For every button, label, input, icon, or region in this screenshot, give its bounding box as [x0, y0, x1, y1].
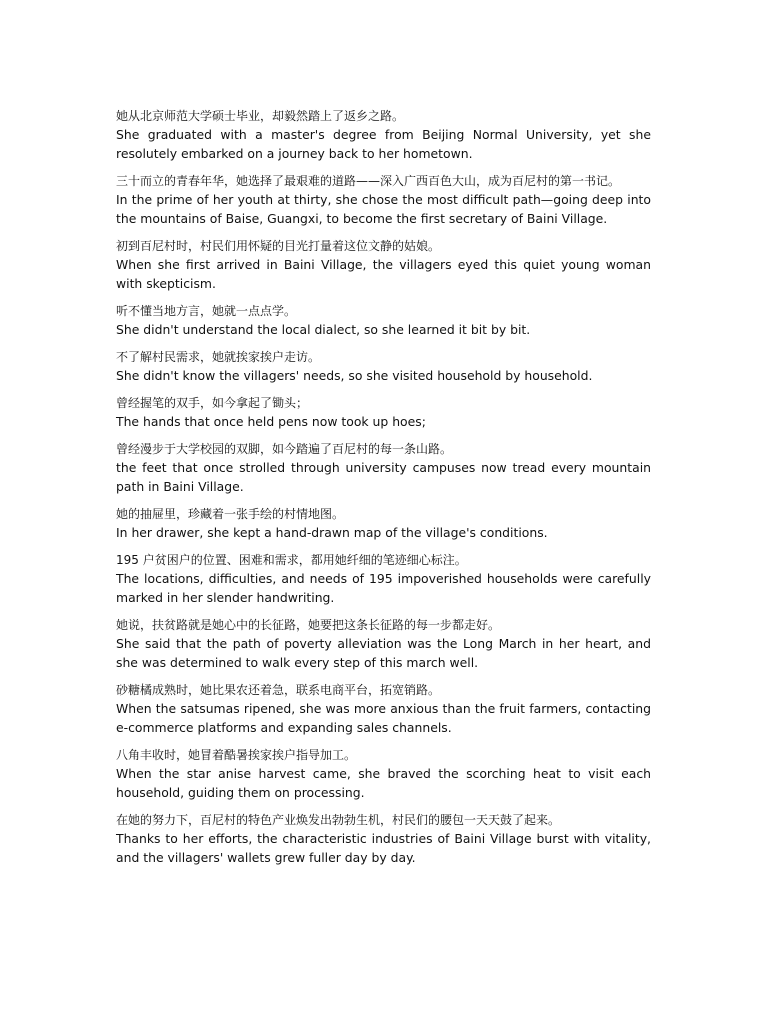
document-body: [116, 108, 651, 877]
paragraph-1: [116, 108, 651, 163]
chinese-line: 她从北京师范大学硕士毕业，却毅然踏上了返乡之路。: [116, 109, 405, 123]
english-translation: She didn't know the villagers' needs, so she visited household by household.: [116, 368, 593, 383]
chinese-line: 不了解村民需求，她就挨家挨户走访。: [116, 350, 321, 364]
paragraph-8: [116, 506, 651, 542]
english-translation: She graduated with a master's degree from Beijing Normal University, yet she resolutely embarked on a journey back to her hometown.: [116, 127, 651, 161]
paragraph-5: [116, 349, 651, 385]
chinese-line: 听不懂当地方言，她就一点点学。: [116, 304, 297, 318]
chinese-line: 她说，扶贫路就是她心中的长征路，她要把这条长征路的每一步都走好。: [116, 618, 501, 632]
english-translation: the feet that once strolled through university campuses now tread every mountain path in Baini Village.: [116, 460, 651, 494]
paragraph-13: [116, 812, 651, 867]
english-translation: When the star anise harvest came, she braved the scorching heat to visit each household, guiding them on processing.: [116, 766, 651, 800]
paragraph-12: [116, 747, 651, 802]
chinese-line: 曾经漫步于大学校园的双脚，如今踏遍了百尼村的每一条山路。: [116, 442, 453, 456]
paragraph-11: [116, 682, 651, 737]
english-translation: In her drawer, she kept a hand-drawn map of the village's conditions.: [116, 525, 548, 540]
english-translation: When the satsumas ripened, she was more anxious than the fruit farmers, contacting e-commerce platforms and expanding sales channels.: [116, 701, 651, 735]
english-translation: She didn't understand the local dialect, so she learned it bit by bit.: [116, 322, 531, 337]
english-translation: When she first arrived in Baini Village, the villagers eyed this quiet young woman with skepticism.: [116, 257, 651, 291]
paragraph-10: [116, 617, 651, 672]
english-translation: The locations, difficulties, and needs of 195 impoverished households were carefully marked in her slender handwriting.: [116, 571, 651, 605]
english-translation: The hands that once held pens now took up hoes;: [116, 414, 426, 429]
paragraph-4: [116, 303, 651, 339]
paragraph-6: [116, 395, 651, 431]
english-translation: Thanks to her efforts, the characteristic industries of Baini Village burst with vitality, and the villagers' wallets grew fuller day by day.: [116, 831, 651, 865]
chinese-line: 三十而立的青春年华，她选择了最艰难的道路——深入广西百色大山，成为百尼村的第一书记。: [116, 174, 621, 188]
paragraph-2: [116, 173, 651, 228]
english-translation: In the prime of her youth at thirty, she chose the most difficult path—going deep into the mountains of Baise, Guangxi, to become the first secretary of Baini Village.: [116, 192, 651, 226]
english-translation: She said that the path of poverty alleviation was the Long March in her heart, and she was determined to walk every step of this march well.: [116, 636, 651, 670]
paragraph-7: [116, 441, 651, 496]
chinese-line: 砂糖橘成熟时，她比果农还着急，联系电商平台，拓宽销路。: [116, 683, 441, 697]
chinese-line: 初到百尼村时，村民们用怀疑的目光打量着这位文静的姑娘。: [116, 239, 441, 253]
chinese-line: 八角丰收时，她冒着酷暑挨家挨户指导加工。: [116, 748, 357, 762]
chinese-line: 195 户贫困户的位置、困难和需求，都用她纤细的笔迹细心标注。: [116, 553, 467, 567]
paragraph-3: [116, 238, 651, 293]
chinese-line: 在她的努力下，百尼村的特色产业焕发出勃勃生机，村民们的腰包一天天鼓了起来。: [116, 813, 561, 827]
chinese-line: 她的抽屉里，珍藏着一张手绘的村情地图。: [116, 507, 345, 521]
paragraph-9: [116, 552, 651, 607]
chinese-line: 曾经握笔的双手，如今拿起了锄头；: [116, 396, 309, 410]
